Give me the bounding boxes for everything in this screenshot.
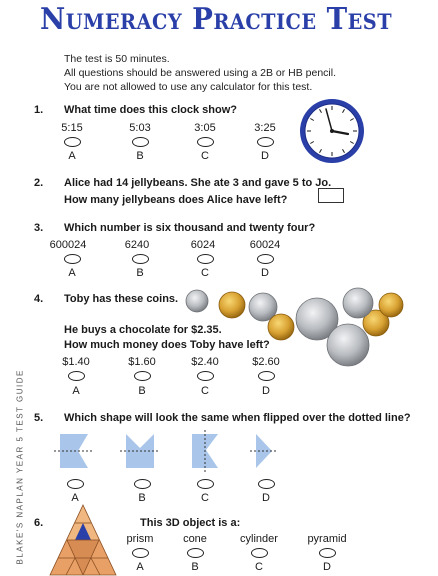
q3-bubble-d[interactable] <box>257 254 274 264</box>
q2-line-2: How many jellybeans does Alice have left? <box>64 194 288 206</box>
q3-letter-a: A <box>68 267 76 279</box>
side-guide-text: BLAKE'S NAPLAN YEAR 5 TEST GUIDE <box>15 369 25 565</box>
q1-letter-c: C <box>201 150 209 162</box>
q6-number: 6. <box>34 517 44 529</box>
q5-letter-c: C <box>201 492 209 504</box>
q1-option-b: 5:03 <box>129 122 151 134</box>
q6-option-b: cone <box>183 533 207 545</box>
q5-shapes <box>50 430 290 472</box>
q6-bubble-d[interactable] <box>319 548 336 558</box>
q4-option-c: $2.40 <box>191 356 219 368</box>
intro-line-2: All questions should be answered using a 2B or HB pencil. <box>64 67 336 79</box>
q6-letter-d: D <box>323 561 331 573</box>
q1-option-a: 5:15 <box>61 122 83 134</box>
q3-text: Which number is six thousand and twenty four? <box>64 222 316 234</box>
q4-bubble-b[interactable] <box>134 371 151 381</box>
q5-bubble-b[interactable] <box>134 479 151 489</box>
q1-bubble-b[interactable] <box>132 137 149 147</box>
q1-bubble-c[interactable] <box>197 137 214 147</box>
q4-number: 4. <box>34 293 44 305</box>
coins-image <box>180 285 420 370</box>
q3-option-d: 60024 <box>249 239 281 251</box>
coin-gold-1 <box>219 292 245 318</box>
q4-option-a: $1.40 <box>62 356 90 368</box>
q4-bubble-d[interactable] <box>258 371 275 381</box>
q1-option-d: 3:25 <box>254 122 276 134</box>
q3-option-a: 600024 <box>49 239 87 251</box>
q4-bubble-a[interactable] <box>68 371 85 381</box>
q3-letter-b: B <box>136 267 144 279</box>
q5-letter-b: B <box>138 492 146 504</box>
q6-option-c: cylinder <box>240 533 278 545</box>
q4-option-d: $2.60 <box>252 356 280 368</box>
coin-silver-medium-2 <box>343 288 373 318</box>
q2-line-1: Alice had 14 jellybeans. She ate 3 and gave 5 to Jo. <box>64 177 332 189</box>
q6-text: This 3D object is a: <box>140 517 241 529</box>
q3-option-c: 6024 <box>190 239 216 251</box>
q5-bubble-a[interactable] <box>67 479 84 489</box>
q3-letter-c: C <box>201 267 209 279</box>
q1-text: What time does this clock show? <box>64 104 237 116</box>
q2-answer-box[interactable] <box>318 188 344 203</box>
q1-letter-a: A <box>68 150 76 162</box>
q1-bubble-a[interactable] <box>64 137 81 147</box>
q1-letter-d: D <box>261 150 269 162</box>
q4-line-3: How much money does Toby have left? <box>64 339 270 351</box>
q1-number: 1. <box>34 104 44 116</box>
q6-option-d: pyramid <box>307 533 347 545</box>
q5-bubble-d[interactable] <box>258 479 275 489</box>
q6-option-a: prism <box>126 533 154 545</box>
q6-bubble-b[interactable] <box>187 548 204 558</box>
q1-option-c: 3:05 <box>194 122 216 134</box>
q1-bubble-d[interactable] <box>257 137 274 147</box>
q4-line-1: Toby has these coins. <box>64 293 179 305</box>
q5-text: Which shape will look the same when flipped over the dotted line? <box>64 412 411 424</box>
q4-option-b: $1.60 <box>128 356 156 368</box>
q4-letter-c: C <box>201 385 209 397</box>
q3-number: 3. <box>34 222 44 234</box>
q4-letter-a: A <box>72 385 80 397</box>
q3-bubble-b[interactable] <box>132 254 149 264</box>
q4-line-2: He buys a chocolate for $2.35. <box>64 324 222 336</box>
q4-letter-b: B <box>138 385 146 397</box>
q4-bubble-c[interactable] <box>197 371 214 381</box>
q6-letter-a: A <box>136 561 144 573</box>
coin-gold-2 <box>268 314 294 340</box>
page-title: Numeracy Practice Test <box>40 2 393 37</box>
q6-letter-c: C <box>255 561 263 573</box>
coin-gold-4 <box>379 293 403 317</box>
q3-bubble-a[interactable] <box>64 254 81 264</box>
q5-letter-a: A <box>71 492 79 504</box>
q5-letter-d: D <box>262 492 270 504</box>
coin-silver-small <box>186 290 208 312</box>
q5-bubble-c[interactable] <box>197 479 214 489</box>
intro-line-1: The test is 50 minutes. <box>64 53 170 65</box>
q1-letter-b: B <box>136 150 144 162</box>
q4-letter-d: D <box>262 385 270 397</box>
q3-option-b: 6240 <box>124 239 150 251</box>
q6-bubble-c[interactable] <box>251 548 268 558</box>
q3-letter-d: D <box>261 267 269 279</box>
clock-icon <box>297 96 367 166</box>
coin-silver-large-2 <box>327 324 369 366</box>
q5-number: 5. <box>34 412 44 424</box>
q6-letter-b: B <box>191 561 199 573</box>
q2-number: 2. <box>34 177 44 189</box>
q3-bubble-c[interactable] <box>197 254 214 264</box>
intro-line-3: You are not allowed to use any calculator for this test. <box>64 81 313 93</box>
q6-bubble-a[interactable] <box>132 548 149 558</box>
pyramid-image <box>48 503 118 576</box>
